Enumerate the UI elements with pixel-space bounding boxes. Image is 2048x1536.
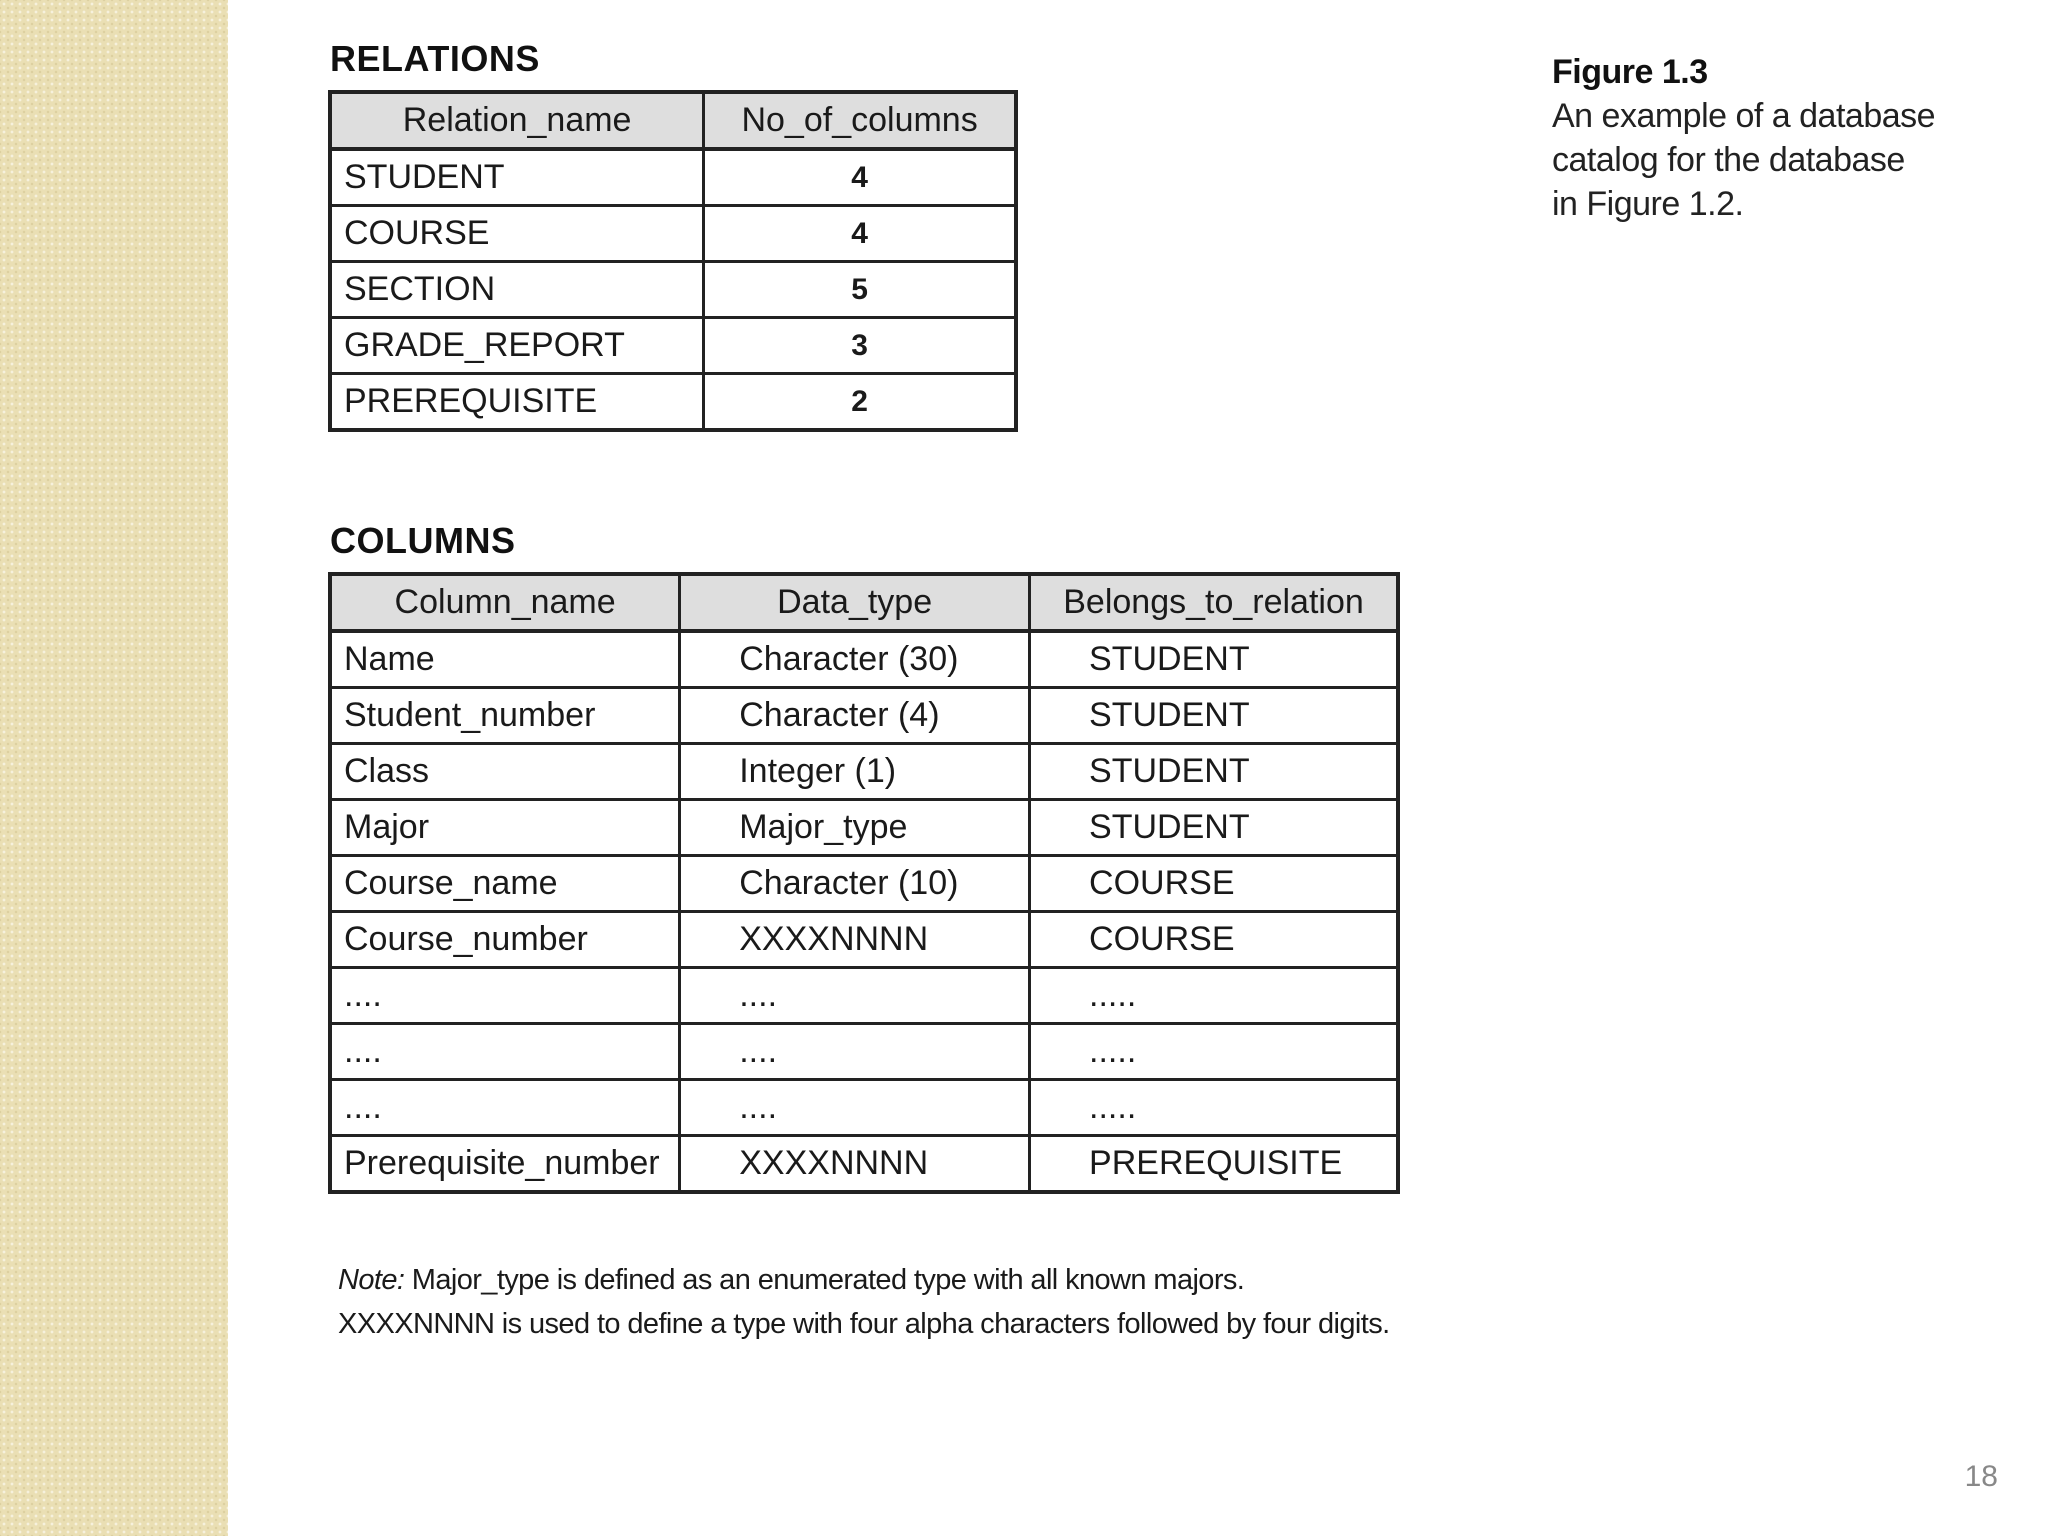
column-name-cell: Course_name (330, 856, 680, 912)
note-text-1: Major_type is defined as an enumerated type with all known majors. (404, 1264, 1245, 1296)
table-row (330, 1024, 1398, 1080)
column-name-cell: Prerequisite_number (330, 1136, 680, 1193)
columns-header-row (330, 574, 1398, 631)
relation-cell: ..... (1030, 1080, 1398, 1136)
table-row (330, 968, 1398, 1024)
relations-header-row (330, 92, 1016, 149)
note-line-1 (338, 1258, 1390, 1302)
columns-table (328, 572, 1400, 1194)
column-count-cell: 4 (704, 206, 1016, 262)
data-type-cell: Character (30) (680, 631, 1030, 688)
data-type-cell: Character (4) (680, 688, 1030, 744)
relation-cell: PREREQUISITE (1030, 1136, 1398, 1193)
caption-line: in Figure 1.2. (1552, 185, 1744, 223)
table-row (330, 856, 1398, 912)
note-line-2: XXXXNNNN is used to define a type with four alpha characters followed by four digits. (338, 1308, 1390, 1340)
table-row (330, 912, 1398, 968)
column-count-cell: 4 (704, 149, 1016, 206)
table-row (330, 1080, 1398, 1136)
relation-cell: ..... (1030, 968, 1398, 1024)
relation-name-cell: GRADE_REPORT (330, 318, 704, 374)
data-type-cell: .... (680, 968, 1030, 1024)
relation-cell: COURSE (1030, 912, 1398, 968)
relation-name-cell: SECTION (330, 262, 704, 318)
caption-line: catalog for the database (1552, 141, 1905, 179)
columns-header-column-name: Column_name (330, 574, 680, 631)
table-row (330, 800, 1398, 856)
relation-cell: ..... (1030, 1024, 1398, 1080)
relation-name-cell: COURSE (330, 206, 704, 262)
data-type-cell: .... (680, 1024, 1030, 1080)
columns-header-belongs-to-relation: Belongs_to_relation (1030, 574, 1398, 631)
data-type-cell: .... (680, 1080, 1030, 1136)
data-type-cell: Major_type (680, 800, 1030, 856)
table-row (330, 688, 1398, 744)
table-row (330, 262, 1016, 318)
figure-label: Figure 1.3 (1552, 53, 1708, 91)
caption-line: An example of a database (1552, 97, 1936, 135)
relation-cell: STUDENT (1030, 744, 1398, 800)
table-row (330, 206, 1016, 262)
column-name-cell: Class (330, 744, 680, 800)
table-note (338, 1258, 1390, 1346)
relations-header-relation-name: Relation_name (330, 92, 704, 149)
table-row (330, 374, 1016, 431)
column-name-cell: .... (330, 1024, 680, 1080)
table-row (330, 318, 1016, 374)
relation-name-cell: PREREQUISITE (330, 374, 704, 431)
table-row (330, 149, 1016, 206)
column-name-cell: Student_number (330, 688, 680, 744)
column-count-cell: 2 (704, 374, 1016, 431)
relation-cell: STUDENT (1030, 800, 1398, 856)
relations-title: RELATIONS (330, 38, 540, 79)
decorative-side-band (0, 0, 228, 1536)
column-count-cell: 3 (704, 318, 1016, 374)
relation-cell: COURSE (1030, 856, 1398, 912)
column-name-cell: Major (330, 800, 680, 856)
table-row (330, 631, 1398, 688)
relations-table (328, 90, 1018, 432)
note-label: Note: (338, 1264, 405, 1296)
column-name-cell: .... (330, 968, 680, 1024)
data-type-cell: XXXXNNNN (680, 1136, 1030, 1193)
relation-name-cell: STUDENT (330, 149, 704, 206)
column-name-cell: Name (330, 631, 680, 688)
figure-caption (1552, 50, 1972, 226)
relation-cell: STUDENT (1030, 631, 1398, 688)
data-type-cell: XXXXNNNN (680, 912, 1030, 968)
columns-header-data-type: Data_type (680, 574, 1030, 631)
relations-header-no-of-columns: No_of_columns (704, 92, 1016, 149)
column-count-cell: 5 (704, 262, 1016, 318)
column-name-cell: Course_number (330, 912, 680, 968)
data-type-cell: Integer (1) (680, 744, 1030, 800)
table-row (330, 1136, 1398, 1193)
table-row (330, 744, 1398, 800)
column-name-cell: .... (330, 1080, 680, 1136)
page-number: 18 (1964, 1460, 1998, 1493)
data-type-cell: Character (10) (680, 856, 1030, 912)
relation-cell: STUDENT (1030, 688, 1398, 744)
columns-title: COLUMNS (330, 520, 516, 561)
